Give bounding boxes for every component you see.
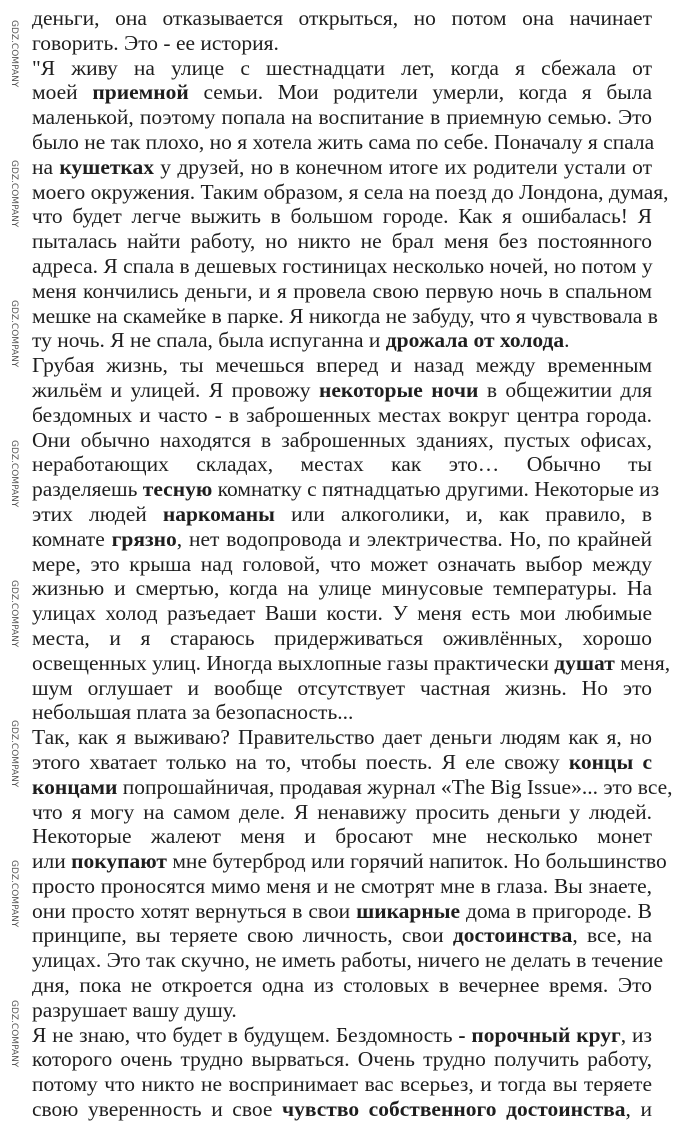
text-run: они просто хотят вернуться в свои xyxy=(32,898,357,923)
watermark: GDZ.COMPANY xyxy=(9,860,19,928)
text-line xyxy=(32,502,652,527)
text-line xyxy=(32,923,652,948)
text-run: семьи. Мои родители умерли, когда я была xyxy=(188,80,653,105)
bold-term: шикарные xyxy=(356,898,461,923)
text-line xyxy=(32,1023,652,1048)
text-run: потому что никто не воспринимает вас всерьез, и тогда вы теряете xyxy=(32,1072,652,1097)
bold-term: покупают xyxy=(71,849,167,874)
text-line xyxy=(32,179,669,205)
text-run: шум оглушает и вообще отсутствует частная жизнь. Но это xyxy=(32,675,652,700)
text-run: попрошайничая, продавая журнал «The Big Issue»... это все, xyxy=(117,774,673,799)
text-line xyxy=(32,31,652,56)
text-run: принципе, вы теряете свою личность, свои xyxy=(32,923,453,948)
text-line xyxy=(32,750,652,775)
text-line xyxy=(32,229,652,254)
text-run: мне бутерброд или горячий напиток. Но большинство xyxy=(166,849,667,874)
text-run: , и xyxy=(625,1097,652,1122)
text-run: дня, пока не откроется одна из столовых в вечернее время. Это xyxy=(32,973,652,998)
paragraph xyxy=(32,1023,652,1122)
bold-term: некоторые ночи xyxy=(318,377,479,402)
text-line xyxy=(32,452,652,477)
text-line xyxy=(32,552,652,577)
text-run: просто проносятся мимо меня и не смотрят мне в глаза. Вы знаете, xyxy=(32,873,652,898)
bold-term: кушетках xyxy=(59,154,154,179)
document-body xyxy=(32,6,673,1122)
text-line xyxy=(32,676,652,701)
text-run: жильём и улицей. Я провожу xyxy=(32,377,319,402)
text-line xyxy=(32,477,660,502)
text-run: или xyxy=(32,849,72,874)
text-line xyxy=(32,428,652,453)
bold-term: концы с xyxy=(568,749,652,774)
text-run: места, и я стараюсь придерживаться оживлённых, хорошо xyxy=(32,625,652,650)
watermark: GDZ.COMPANY xyxy=(9,300,19,368)
text-line xyxy=(32,601,652,626)
text-line xyxy=(32,353,652,378)
text-run: мешке на скамейке в парке. Я никогда не забуду, что я чувствовала в xyxy=(32,303,658,328)
text-line xyxy=(32,403,652,428)
bold-term: наркоманы xyxy=(162,501,275,526)
text-line xyxy=(32,1097,652,1122)
text-run: Так, как я выживаю? Правительство дает деньги людям как я, но xyxy=(32,725,652,750)
bold-term: достоинства xyxy=(452,923,573,948)
text-run: мере, это крыша над головой, что может означать выбор между xyxy=(32,551,652,576)
text-run: что будет легче выжить в большом городе. Как я ошибалась! Я xyxy=(32,204,652,229)
watermark: GDZ.COMPANY xyxy=(9,1000,19,1068)
text-line xyxy=(32,899,652,924)
text-line xyxy=(32,800,652,825)
text-run: улицах. Это так скучно, не иметь работы, ничего не делать в течение xyxy=(32,948,664,973)
text-run: жизнью и смертью, когда на улице минусовые температуры. На xyxy=(32,576,652,601)
text-run: ту ночь. Я не спала, была испуганна и xyxy=(32,328,386,353)
bold-term: грязно xyxy=(111,526,177,551)
paragraph xyxy=(32,725,673,1023)
bold-term: концами xyxy=(32,774,118,799)
text-run: "Я живу на улице с шестнадцати лет, когда я сбежала от xyxy=(32,55,652,80)
text-run: , нет водопровода и электричества. Но, по крайней xyxy=(176,526,653,551)
text-run: или алкоголики, и, как правило, в xyxy=(274,501,652,526)
text-run: небольшая плата за безопасность... xyxy=(32,700,354,725)
paragraph xyxy=(32,6,652,56)
text-run: маленькой, поэтому попала на воспитание в приемную семью. Это xyxy=(32,105,652,130)
text-run: пыталась найти работу, но никто не брал меня без постоянного xyxy=(32,229,652,254)
text-run: этих людей xyxy=(32,501,163,526)
text-line xyxy=(32,1072,652,1097)
text-run: свою уверенность и свое xyxy=(32,1097,283,1122)
text-line xyxy=(32,700,652,725)
text-run: неработающих складах, местах как это… Обычно ты xyxy=(32,452,652,477)
text-run: Я не знаю, что будет в будущем. Бездомность xyxy=(32,1022,459,1047)
text-run: комнате xyxy=(32,526,112,551)
bold-term: тесную xyxy=(142,477,213,502)
text-line xyxy=(32,378,652,403)
text-run: этого хватает только на то, чтобы поесть. Я еле свожу xyxy=(32,749,569,774)
text-run: бездомных и часто - в заброшенных местах вокруг центра города. xyxy=(32,402,652,427)
text-line xyxy=(32,129,655,155)
watermark: GDZ.COMPANY xyxy=(9,440,19,508)
text-run: деньги, она отказывается открыться, но потом она начинает xyxy=(32,6,652,30)
text-run: , из xyxy=(620,1022,653,1047)
text-run: улицах холод разъедает Ваши кости. У меня есть мои любимые xyxy=(32,601,652,626)
text-line xyxy=(32,650,671,676)
text-run: комнатку с пятнадцатью другими. Некоторые из xyxy=(212,477,660,502)
bold-term: приемной xyxy=(92,80,189,105)
text-run: разрушает вашу душу. xyxy=(32,997,237,1022)
text-run: разделяешь xyxy=(32,477,143,502)
text-run: меня кончились деньги, и я провела свою первую ночь в спальном xyxy=(32,278,652,303)
text-run: которого очень трудно вырваться. Очень трудно получить работу, xyxy=(32,1047,652,1072)
text-run: говорить. Это - ее история. xyxy=(32,30,279,55)
bold-term: дрожала от холода xyxy=(385,328,565,353)
watermark: GDZ.COMPANY xyxy=(9,20,19,88)
text-line xyxy=(32,774,673,800)
text-line xyxy=(32,626,652,651)
text-line xyxy=(32,824,652,849)
text-line xyxy=(32,328,652,353)
text-run: моей xyxy=(32,80,93,105)
text-run: на xyxy=(32,154,60,179)
text-line xyxy=(32,254,652,279)
text-run: что я могу на самом деле. Я ненавижу просить деньги у людей. xyxy=(32,799,652,824)
watermark: GDZ.COMPANY xyxy=(9,580,19,648)
text-run: дома в пригороде. В xyxy=(460,898,652,923)
text-run: Они обычно находятся в заброшенных зданиях, пустых офисах, xyxy=(32,427,652,452)
text-line xyxy=(32,303,658,329)
text-run: моего окружения. Таким образом, я села на поезд до Лондона, думая, xyxy=(32,179,669,204)
text-run: . xyxy=(564,328,570,353)
text-line xyxy=(32,1047,652,1072)
text-line xyxy=(32,948,664,973)
text-line xyxy=(32,849,667,874)
text-line xyxy=(32,874,652,899)
text-line xyxy=(32,973,652,998)
text-line xyxy=(32,576,652,601)
paragraph xyxy=(32,55,669,354)
text-run: Грубая жизнь, ты мечешься вперед и назад между временным xyxy=(32,353,652,378)
text-line xyxy=(32,155,652,180)
text-run: адреса. Я спала в дешевых гостиницах несколько ночей, но потом у xyxy=(32,253,653,278)
watermark: GDZ.COMPANY xyxy=(9,720,19,788)
text-line xyxy=(32,725,652,750)
text-run: в общежитии для xyxy=(478,377,652,402)
text-run: меня, xyxy=(614,650,671,675)
text-line xyxy=(32,527,652,552)
text-run: у друзей, но в конечном итоге их родители устали от xyxy=(154,154,652,179)
bold-term: чувство собственного достоинства xyxy=(282,1097,626,1122)
text-line xyxy=(32,105,652,130)
text-line xyxy=(32,279,652,304)
paragraph xyxy=(32,353,671,725)
text-run: , все, на xyxy=(572,923,652,948)
text-run: освещенных улиц. Иногда выхлопные газы практически xyxy=(32,650,555,675)
text-line xyxy=(32,56,652,81)
text-run: Некоторые жалеют меня и бросают мне несколько монет xyxy=(32,824,652,849)
text-line xyxy=(32,6,652,31)
bold-term: душат xyxy=(554,650,615,675)
text-line xyxy=(32,998,652,1023)
text-line xyxy=(32,204,652,229)
text-run: было не так плохо, но я хотела жить сама по себе. Поначалу я спала xyxy=(32,129,655,154)
text-line xyxy=(32,80,652,105)
watermark: GDZ.COMPANY xyxy=(9,160,19,228)
bold-term: - порочный круг xyxy=(458,1022,621,1047)
